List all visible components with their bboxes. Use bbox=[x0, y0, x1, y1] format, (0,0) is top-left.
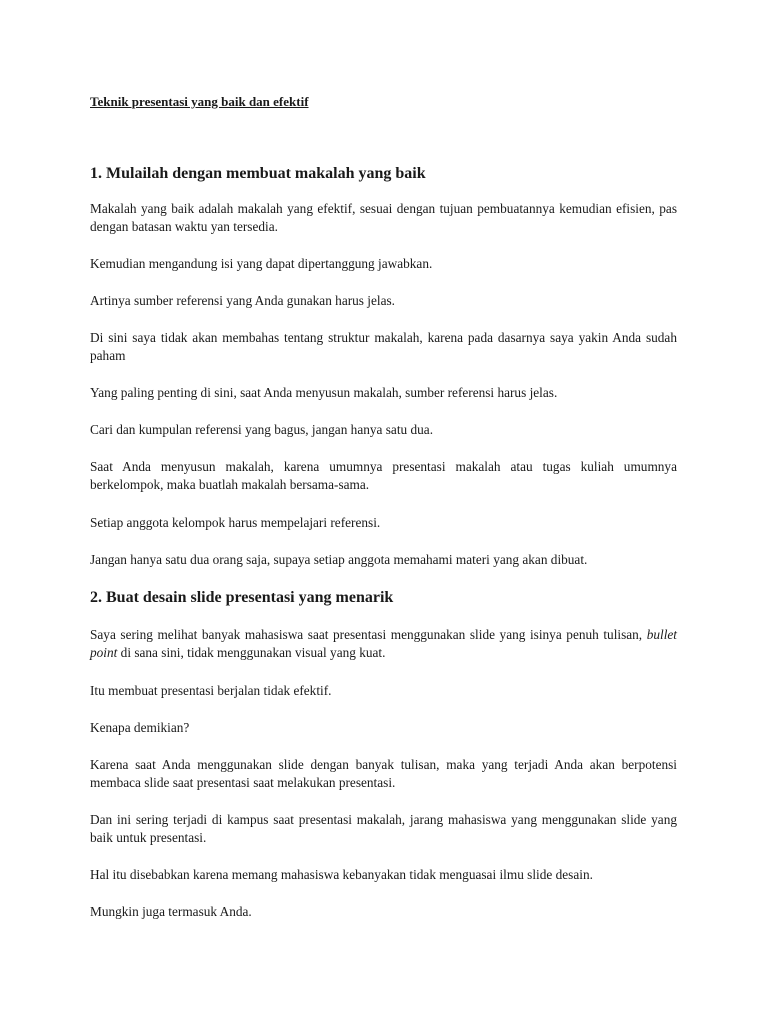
section-1-paragraph-7: Saat Anda menyusun makalah, karena umumnya presentasi makalah atau tugas kuliah umumnya berkelompok, maka buatlah makalah bersama-sama. bbox=[90, 459, 677, 492]
section-2-paragraph-3: Kenapa demikian? bbox=[90, 720, 190, 735]
section-2-paragraph-2: Itu membuat presentasi berjalan tidak efektif. bbox=[90, 683, 332, 698]
section-1-heading: 1. Mulailah dengan membuat makalah yang baik bbox=[90, 165, 426, 182]
section-2-paragraph-6: Hal itu disebabkan karena memang mahasiswa kebanyakan tidak menguasai ilmu slide desain. bbox=[90, 867, 593, 882]
section-1-paragraph-3: Artinya sumber referensi yang Anda gunakan harus jelas. bbox=[90, 293, 395, 308]
section-1-paragraph-1: Makalah yang baik adalah makalah yang efektif, sesuai dengan tujuan pembuatannya kemudian efisien, pas dengan batasan waktu yan tersedia. bbox=[90, 201, 677, 234]
section-1-paragraph-9: Jangan hanya satu dua orang saja, supaya setiap anggota memahami materi yang akan dibuat. bbox=[90, 552, 588, 567]
section-2-paragraph-4: Karena saat Anda menggunakan slide dengan banyak tulisan, maka yang terjadi Anda akan berpotensi membaca slide saat presentasi saat melakukan presentasi. bbox=[90, 757, 677, 790]
section-1-paragraph-5: Yang paling penting di sini, saat Anda menyusun makalah, sumber referensi harus jelas. bbox=[90, 385, 558, 400]
section-1-paragraph-4: Di sini saya tidak akan membahas tentang struktur makalah, karena pada dasarnya saya yakin Anda sudah paham bbox=[90, 330, 677, 363]
section-2-paragraph-5: Dan ini sering terjadi di kampus saat presentasi makalah, jarang mahasiswa yang menggunakan slide yang baik untuk presentasi. bbox=[90, 812, 677, 845]
section-2-paragraph-1 bbox=[90, 626, 677, 662]
section-1-paragraph-6: Cari dan kumpulan referensi yang bagus, jangan hanya satu dua. bbox=[90, 422, 434, 437]
bullet-point-term: bullet point bbox=[90, 627, 677, 660]
section-2-paragraph-1-text-a: Saya sering melihat banyak mahasiswa saat presentasi menggunakan slide yang isinya penuh tulisan, bbox=[90, 627, 647, 642]
section-2-paragraph-1-text-b: di sana sini, tidak menggunakan visual yang kuat. bbox=[117, 645, 386, 660]
document-title: Teknik presentasi yang baik dan efektif bbox=[90, 94, 309, 109]
section-1-paragraph-8: Setiap anggota kelompok harus mempelajari referensi. bbox=[90, 515, 381, 530]
section-2-heading: 2. Buat desain slide presentasi yang menarik bbox=[90, 589, 394, 606]
section-1-paragraph-2: Kemudian mengandung isi yang dapat dipertanggung jawabkan. bbox=[90, 256, 433, 271]
section-2-paragraph-7: Mungkin juga termasuk Anda. bbox=[90, 904, 252, 919]
